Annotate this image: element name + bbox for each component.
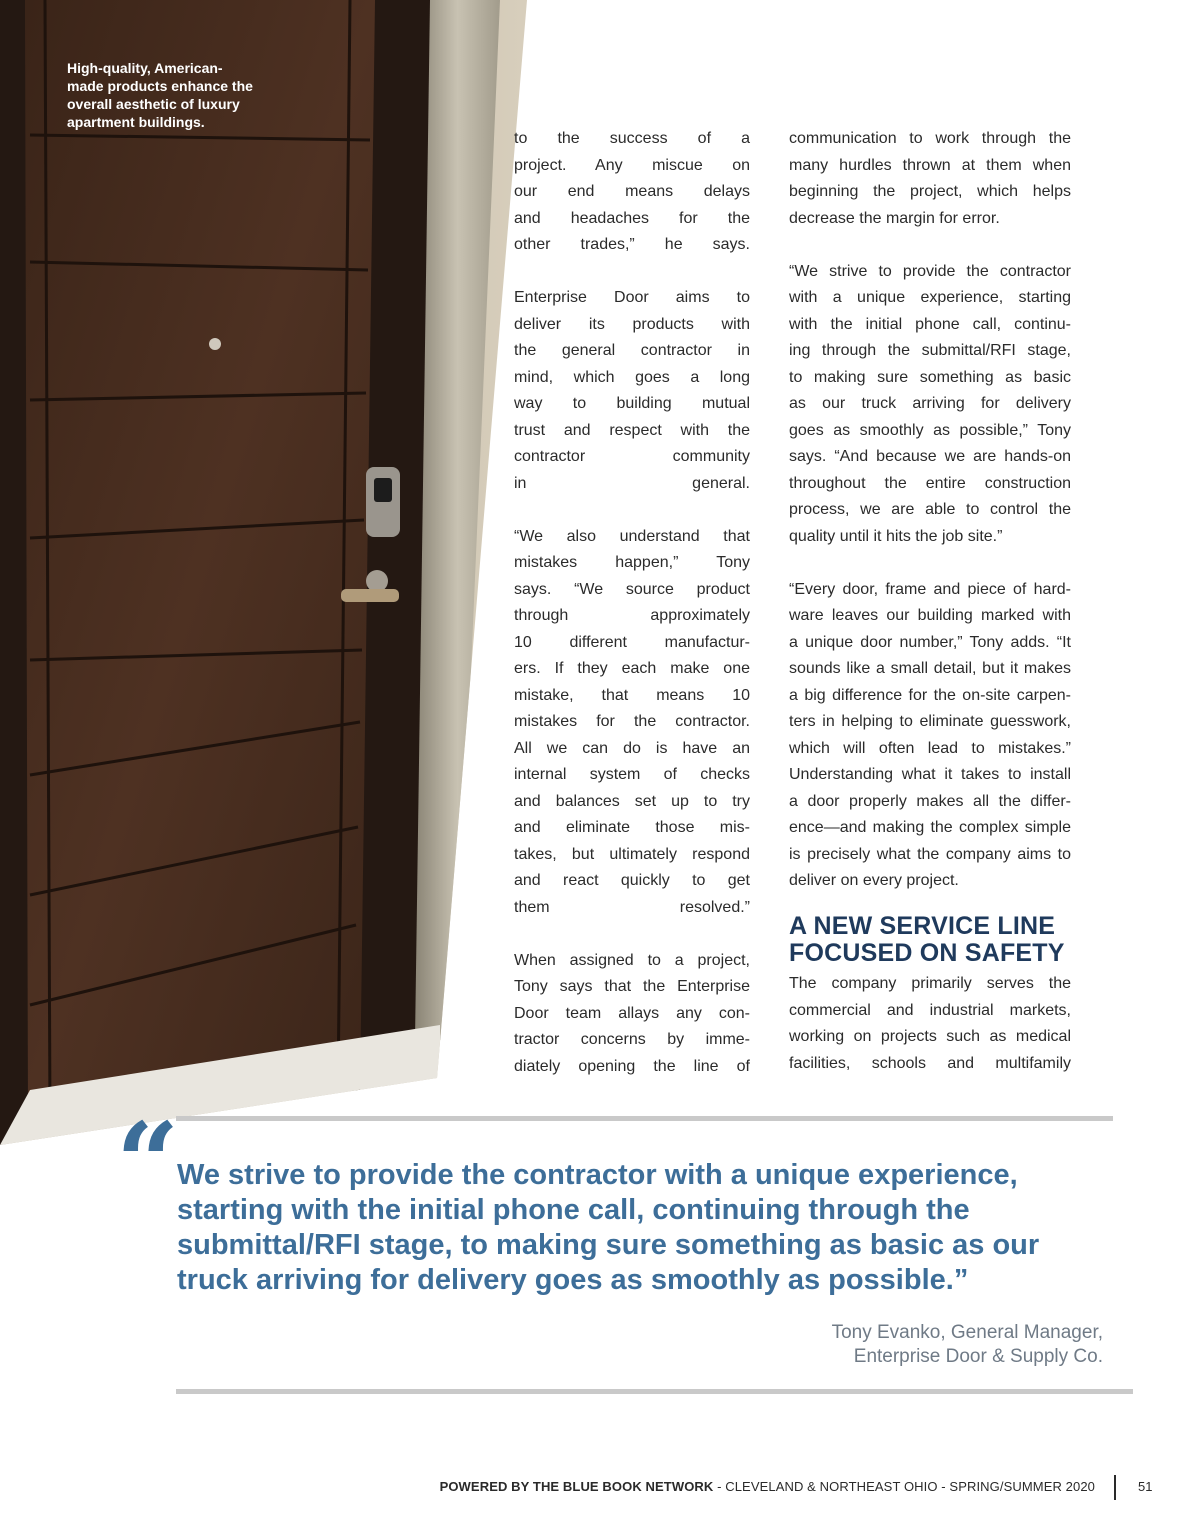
section-heading-line: FOCUSED ON SAFETY [789, 939, 1065, 967]
text-line: trust and respect with the [514, 421, 750, 439]
attribution-company: Enterprise Door & Supply Co. [853, 1346, 1103, 1367]
text-line: tractor concerns by imme- [514, 1031, 750, 1048]
paragraph-gap [789, 232, 1071, 259]
pull-quote-top-rule [176, 1116, 1113, 1121]
text-line: 10 different manufactur- [514, 633, 750, 651]
text-line: the general contractor in [514, 342, 750, 359]
text-line: process, we are able to control the [789, 501, 1071, 518]
caption-line: made products enhance the [67, 78, 253, 94]
text-line: deliver on every project. [789, 872, 959, 889]
text-line: to making sure something as basic [789, 368, 1071, 386]
text-line: mind, which goes a long [514, 368, 750, 386]
paragraph-gap [514, 921, 750, 948]
page-footer [0, 1479, 1095, 1494]
text-line: Door team allays any con- [514, 1004, 750, 1022]
text-line: our end means delays [514, 183, 750, 200]
text-line: with the initial phone call, continu- [789, 315, 1071, 333]
text-line: deliver its products with [514, 315, 750, 333]
footer-divider [1114, 1475, 1116, 1500]
text-line: a big difference for the on-site carpen- [789, 686, 1071, 704]
text-line: to the success of a [514, 130, 750, 147]
article-column-right [789, 126, 1071, 895]
text-line: The company primarily serves the [789, 975, 1071, 992]
text-line: “Every door, frame and piece of hard- [789, 580, 1071, 598]
text-line: mistakes happen,” Tony [514, 554, 750, 571]
text-line: with a unique experience, starting [789, 289, 1071, 306]
text-line: contractor community [514, 448, 750, 465]
text-line: ence—and making the complex simple [789, 819, 1071, 836]
text-line: beginning the project, which helps [789, 183, 1071, 200]
caption-line: High-quality, American- [67, 60, 223, 76]
quote-mark-icon: “ [116, 1098, 180, 1227]
text-line: ers. If they each make one [514, 660, 750, 677]
footer-brand: POWERED BY THE BLUE BOOK NETWORK [439, 1479, 714, 1494]
pull-quote-line: We strive to provide the contractor with a unique experience, [177, 1159, 1018, 1191]
text-line: project. Any miscue on [514, 156, 750, 174]
paragraph-gap [789, 550, 1071, 577]
text-line: commercial and industrial markets, [789, 1001, 1071, 1019]
text-line: quality until it hits the job site.” [789, 527, 1003, 545]
text-line: other trades,” he says. [514, 236, 750, 253]
pull-quote-bottom-rule [176, 1389, 1133, 1394]
page-number: 51 [1138, 1479, 1153, 1494]
paragraph-gap [514, 259, 750, 286]
text-line: diately opening the line of [514, 1057, 750, 1075]
text-line: “We also understand that [514, 527, 750, 545]
section-heading-line: A NEW SERVICE LINE [789, 912, 1056, 940]
pull-quote-line: starting with the initial phone call, continuing through the [177, 1194, 970, 1226]
text-line: says. “We source product [514, 580, 750, 598]
text-line: a door properly makes all the differ- [789, 792, 1071, 810]
section-heading [789, 913, 1079, 967]
text-line: throughout the entire construction [789, 474, 1071, 492]
attribution-name: Tony Evanko, General Manager, [831, 1322, 1103, 1343]
text-line: sounds like a small detail, but it makes [789, 660, 1071, 677]
caption-line: apartment buildings. [67, 114, 205, 130]
text-line: a unique door number,” Tony adds. “It [789, 633, 1071, 651]
footer-edition: - CLEVELAND & NORTHEAST OHIO - SPRING/SUMMER 2020 [713, 1479, 1095, 1494]
text-line: working on projects such as medical [789, 1028, 1071, 1045]
text-line: “We strive to provide the contractor [789, 262, 1071, 280]
text-line: and react quickly to get [514, 872, 750, 889]
text-line: ters in helping to eliminate guesswork, [789, 713, 1071, 730]
door-photo [0, 0, 540, 1145]
text-line: internal system of checks [514, 766, 750, 783]
text-line: takes, but ultimately respond [514, 845, 750, 863]
paragraph-gap [514, 497, 750, 524]
text-line: communication to work through the [789, 130, 1071, 147]
text-line: as our truck arriving for delivery [789, 395, 1071, 412]
article-column-left [514, 126, 750, 1080]
text-line: in general. [514, 474, 750, 492]
photo-caption [67, 59, 267, 131]
pull-quote [177, 1158, 1117, 1298]
text-line: mistakes for the contractor. [514, 713, 750, 730]
pull-quote-line: submittal/RFI stage, to making sure something as basic as our [177, 1229, 1040, 1261]
text-line: and eliminate those mis- [514, 819, 750, 836]
text-line: and headaches for the [514, 209, 750, 227]
pull-quote-line: truck arriving for delivery goes as smoothly as possible.” [177, 1264, 969, 1296]
text-line: goes as smoothly as possible,” Tony [789, 421, 1071, 439]
text-line: them resolved.” [514, 898, 750, 916]
caption-line: overall aesthetic of luxury [67, 96, 240, 112]
text-line: says. “And because we are hands-on [789, 448, 1071, 465]
pull-quote-attribution [832, 1321, 1103, 1369]
text-line: All we can do is have an [514, 739, 750, 757]
text-line: is precisely what the company aims to [789, 845, 1071, 863]
text-line: facilities, schools and multifamily [789, 1054, 1071, 1072]
text-line: ing through the submittal/RFI stage, [789, 342, 1071, 359]
text-line: which will often lead to mistakes.” [789, 739, 1071, 757]
text-line: many hurdles thrown at them when [789, 156, 1071, 174]
text-line: way to building mutual [514, 395, 750, 412]
text-line: mistake, that means 10 [514, 686, 750, 704]
text-line: Understanding what it takes to install [789, 766, 1071, 783]
text-line: and balances set up to try [514, 792, 750, 810]
text-line: When assigned to a project, [514, 951, 750, 969]
text-line: through approximately [514, 607, 750, 624]
text-line: Tony says that the Enterprise [514, 978, 750, 995]
article-column-right-continued [789, 971, 1071, 1077]
text-line: Enterprise Door aims to [514, 289, 750, 306]
text-line: decrease the margin for error. [789, 209, 1000, 227]
text-line: ware leaves our building marked with [789, 607, 1071, 624]
